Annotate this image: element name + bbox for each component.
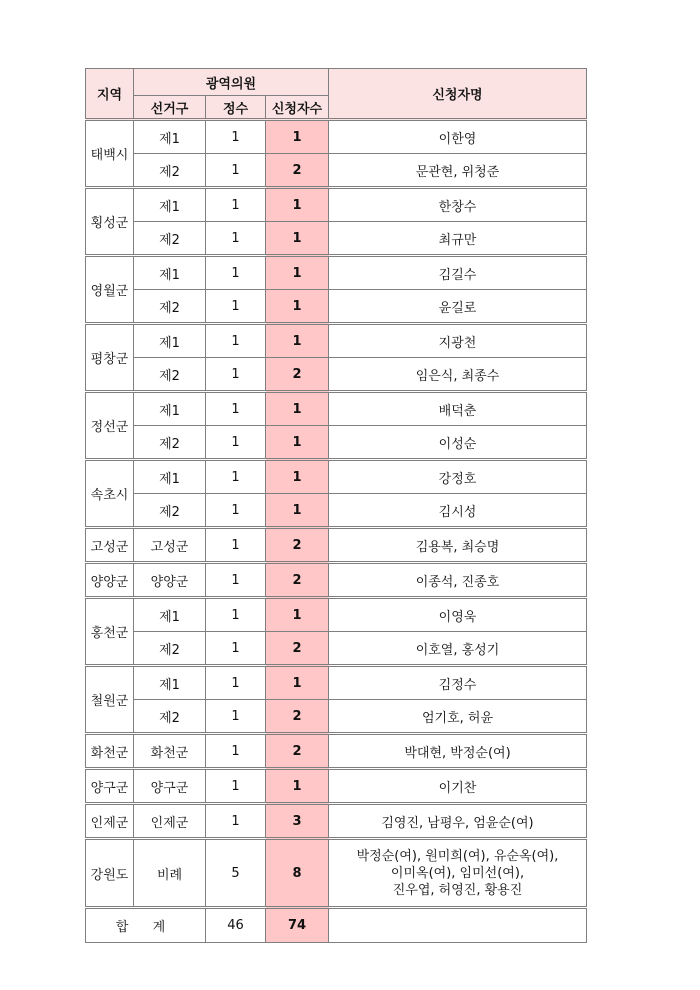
- district-cell: 제2: [134, 358, 206, 392]
- total-names: [329, 908, 587, 943]
- region-cell: 속초시: [86, 460, 134, 528]
- table-row: [86, 222, 587, 256]
- district-cell: 제1: [134, 256, 206, 290]
- count-cell: 1: [266, 290, 329, 324]
- table-row: [86, 839, 587, 908]
- count-cell: 1: [266, 426, 329, 460]
- district-cell: 양구군: [134, 769, 206, 804]
- region-cell: 홍천군: [86, 598, 134, 666]
- table-row: [86, 188, 587, 222]
- seats-cell: 1: [206, 290, 266, 324]
- district-cell: 제1: [134, 188, 206, 222]
- count-cell: 2: [266, 528, 329, 563]
- table-row: [86, 392, 587, 426]
- header-seats: 정수: [206, 96, 266, 120]
- seats-cell: 1: [206, 804, 266, 839]
- district-cell: 제1: [134, 120, 206, 154]
- district-cell: 제1: [134, 460, 206, 494]
- header-applicant-names: 신청자명: [329, 69, 587, 120]
- names-cell: 이영욱: [329, 598, 587, 632]
- seats-cell: 1: [206, 256, 266, 290]
- district-cell: 제1: [134, 666, 206, 700]
- names-line: 이미옥(여), 임미선(여),: [390, 865, 525, 881]
- count-cell: 2: [266, 358, 329, 392]
- count-cell: 1: [266, 188, 329, 222]
- count-cell: 2: [266, 734, 329, 769]
- count-cell: 1: [266, 222, 329, 256]
- count-cell: 1: [266, 769, 329, 804]
- seats-cell: 1: [206, 426, 266, 460]
- district-cell: 제2: [134, 290, 206, 324]
- seats-cell: 1: [206, 460, 266, 494]
- table-row: [86, 734, 587, 769]
- region-cell: 고성군: [86, 528, 134, 563]
- table-row: [86, 290, 587, 324]
- names-line: 박정순(여), 원미희(여), 유순옥(여),: [356, 848, 559, 864]
- table-row: [86, 494, 587, 528]
- count-cell: 2: [266, 563, 329, 598]
- total-seats: 46: [206, 908, 266, 943]
- count-cell: 1: [266, 392, 329, 426]
- table-row: [86, 598, 587, 632]
- district-cell: 인제군: [134, 804, 206, 839]
- seats-cell: 5: [206, 839, 266, 908]
- count-cell: 2: [266, 632, 329, 666]
- table-row: [86, 460, 587, 494]
- table-row: [86, 256, 587, 290]
- names-cell: 강정호: [329, 460, 587, 494]
- table-row: [86, 324, 587, 358]
- region-cell: 강원도: [86, 839, 134, 908]
- count-cell: 1: [266, 120, 329, 154]
- table-row: [86, 563, 587, 598]
- table-row: [86, 426, 587, 460]
- table-row: [86, 769, 587, 804]
- count-cell: 2: [266, 700, 329, 734]
- names-cell: 문관현, 위청준: [329, 154, 587, 188]
- seats-cell: 1: [206, 324, 266, 358]
- district-cell: 제2: [134, 154, 206, 188]
- names-cell: 지광천: [329, 324, 587, 358]
- names-cell: 이성순: [329, 426, 587, 460]
- seats-cell: 1: [206, 632, 266, 666]
- seats-cell: 1: [206, 598, 266, 632]
- district-cell: 제2: [134, 632, 206, 666]
- seats-cell: 1: [206, 222, 266, 256]
- names-cell: 이한영: [329, 120, 587, 154]
- region-cell: 양양군: [86, 563, 134, 598]
- region-cell: 정선군: [86, 392, 134, 460]
- seats-cell: 1: [206, 528, 266, 563]
- district-cell: 제2: [134, 700, 206, 734]
- names-cell: 김영진, 남평우, 엄윤순(여): [329, 804, 587, 839]
- names-cell: 윤길로: [329, 290, 587, 324]
- names-cell: 박대현, 박정순(여): [329, 734, 587, 769]
- count-cell: 1: [266, 460, 329, 494]
- region-cell: 인제군: [86, 804, 134, 839]
- seats-cell: 1: [206, 734, 266, 769]
- region-cell: 태백시: [86, 120, 134, 188]
- seats-cell: 1: [206, 358, 266, 392]
- total-count: 74: [266, 908, 329, 943]
- count-cell: 1: [266, 324, 329, 358]
- count-cell: 1: [266, 256, 329, 290]
- district-cell: 양양군: [134, 563, 206, 598]
- region-cell: 양구군: [86, 769, 134, 804]
- seats-cell: 1: [206, 666, 266, 700]
- district-cell: 화천군: [134, 734, 206, 769]
- seats-cell: 1: [206, 769, 266, 804]
- count-cell: 1: [266, 598, 329, 632]
- seats-cell: 1: [206, 563, 266, 598]
- count-cell: 8: [266, 839, 329, 908]
- region-cell: 철원군: [86, 666, 134, 734]
- header-applicants-count: 신청자수: [266, 96, 329, 120]
- table-row: [86, 666, 587, 700]
- district-cell: 제2: [134, 426, 206, 460]
- seats-cell: 1: [206, 154, 266, 188]
- table-row: [86, 804, 587, 839]
- names-cell: [329, 839, 587, 908]
- table-row: [86, 700, 587, 734]
- count-cell: 3: [266, 804, 329, 839]
- district-cell: 비례: [134, 839, 206, 908]
- district-cell: 고성군: [134, 528, 206, 563]
- region-cell: 화천군: [86, 734, 134, 769]
- table-row: [86, 120, 587, 154]
- district-cell: 제1: [134, 392, 206, 426]
- names-cell: 이종석, 진종호: [329, 563, 587, 598]
- names-cell: 김용복, 최승명: [329, 528, 587, 563]
- names-cell: 이호열, 홍성기: [329, 632, 587, 666]
- table-row: [86, 358, 587, 392]
- names-cell: 엄기호, 허윤: [329, 700, 587, 734]
- district-cell: 제1: [134, 598, 206, 632]
- region-cell: 영월군: [86, 256, 134, 324]
- table-row: [86, 154, 587, 188]
- names-cell: 배덕춘: [329, 392, 587, 426]
- seats-cell: 1: [206, 120, 266, 154]
- names-cell: 이기찬: [329, 769, 587, 804]
- names-cell: 한창수: [329, 188, 587, 222]
- count-cell: 1: [266, 666, 329, 700]
- applicant-table: [85, 68, 587, 943]
- seats-cell: 1: [206, 494, 266, 528]
- district-cell: 제2: [134, 494, 206, 528]
- region-cell: 횡성군: [86, 188, 134, 256]
- names-cell: 김길수: [329, 256, 587, 290]
- count-cell: 1: [266, 494, 329, 528]
- names-line: 진우엽, 허영진, 황용진: [392, 882, 523, 898]
- names-cell: 김시성: [329, 494, 587, 528]
- seats-cell: 1: [206, 700, 266, 734]
- count-cell: 2: [266, 154, 329, 188]
- total-row: [86, 908, 587, 943]
- seats-cell: 1: [206, 188, 266, 222]
- table-row: [86, 632, 587, 666]
- header-group: 광역의원: [134, 69, 329, 96]
- total-label: 합 계: [86, 908, 206, 943]
- header-region: 지역: [86, 69, 134, 120]
- names-cell: 최규만: [329, 222, 587, 256]
- district-cell: 제2: [134, 222, 206, 256]
- seats-cell: 1: [206, 392, 266, 426]
- header-row-1: [86, 69, 587, 96]
- table-row: [86, 528, 587, 563]
- names-cell: 김정수: [329, 666, 587, 700]
- header-district: 선거구: [134, 96, 206, 120]
- district-cell: 제1: [134, 324, 206, 358]
- names-cell: 임은식, 최종수: [329, 358, 587, 392]
- region-cell: 평창군: [86, 324, 134, 392]
